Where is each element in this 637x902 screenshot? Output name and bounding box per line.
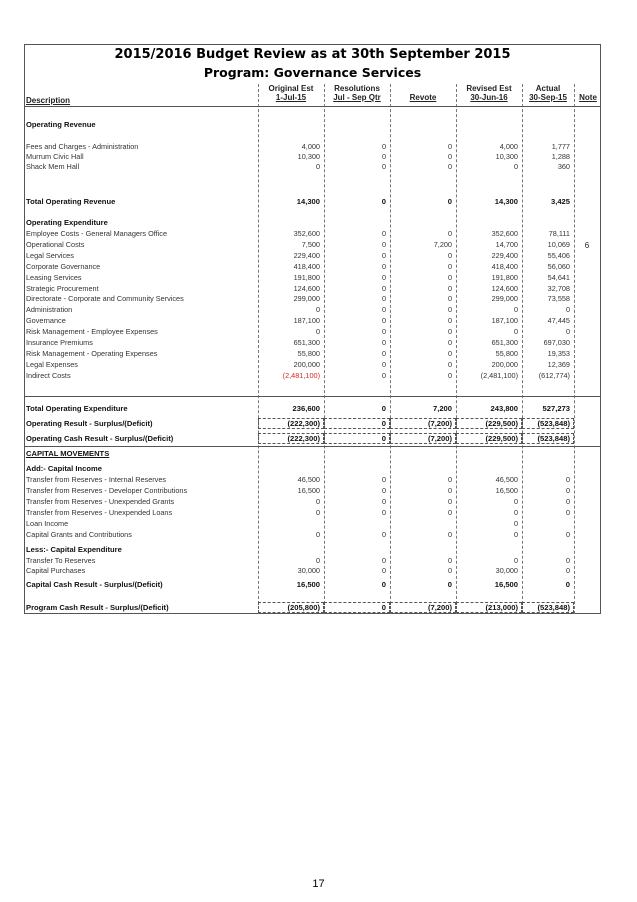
col-divider (574, 84, 575, 614)
table-row: Directorate - Corporate and Community Services 299,000 0 0 299,000 73,558 (26, 294, 570, 304)
table-row: Loan Income 0 (26, 518, 518, 528)
total-operating-revenue-row: Total Operating Revenue 14,300 0 0 14,300 3,425 (26, 197, 570, 206)
table-row: Transfer from Reserves - Unexpended Loans 0 0 0 0 0 (26, 507, 570, 517)
total-operating-expenditure-row: Total Operating Expenditure 236,600 0 7,200 243,800 527,273 (26, 404, 570, 413)
section-heading: Operating Revenue (26, 120, 96, 129)
table-row: Transfer To Reserves 0 0 0 0 0 (26, 556, 570, 565)
table-row: Insurance Premiums 651,300 0 0 651,300 697,030 (26, 338, 570, 347)
table-row: Legal Expenses 200,000 0 0 200,000 12,369 (26, 359, 570, 369)
table-row: Shack Mem Hall 0 0 0 0 360 (26, 162, 570, 171)
program-title: Program: Governance Services (203, 65, 422, 80)
table-row: Transfer from Reserves - Developer Contributions 16,500 0 0 16,500 0 (26, 485, 570, 495)
header-resolutions: Resolutions Jul - Sep Qtr (333, 84, 381, 102)
table-row: Leasing Services 191,800 0 0 191,800 54,641 (26, 272, 570, 282)
title-block (24, 46, 601, 82)
section-heading: Less:- Capital Expenditure (26, 545, 122, 554)
section-heading: CAPITAL MOVEMENTS (26, 449, 110, 458)
table-row: Administration 0 0 0 0 0 (26, 305, 570, 315)
section-heading: Operating Expenditure (26, 218, 108, 227)
table-row: Murrum Civic Hall 10,300 0 0 10,300 1,288 (26, 152, 570, 161)
table-row: Strategic Procurement 124,600 0 0 124,600 32,708 (26, 283, 570, 293)
section-heading: Add:- Capital Income (26, 464, 102, 473)
header-description: Description (26, 96, 71, 105)
operating-cash-result-row: Operating Cash Result - Surplus/(Deficit) (222,300) 0 (7,200) (229,500) (523,848) (26, 434, 570, 443)
section-rule (24, 446, 601, 447)
header-rule (24, 106, 601, 107)
header-revised-est: Revised Est 30-Jun-16 (466, 84, 512, 102)
table-row: Transfer from Reserves - Unexpended Grants 0 0 0 0 0 (26, 496, 570, 506)
note-reference: 6 (584, 240, 590, 250)
table-row: Governance 187,100 0 0 187,100 47,445 (26, 316, 570, 326)
header-note: Note (579, 93, 597, 102)
capital-cash-result-row: Capital Cash Result - Surplus/(Deficit) 16,500 0 0 16,500 0 (26, 580, 570, 589)
table-row: Legal Services 229,400 0 0 229,400 55,406 (26, 250, 570, 260)
table-row: Fees and Charges - Administration 4,000 0 0 4,000 1,777 (26, 142, 570, 151)
header-actual: Actual 30-Sep-15 (529, 84, 567, 102)
section-rule (24, 396, 601, 397)
table-row: Transfer from Reserves - Internal Reserves 46,500 0 0 46,500 0 (26, 475, 570, 484)
table-row: Indirect Costs (2,481,100) 0 0 (2,481,100) (612,774) (26, 370, 570, 380)
table-row: Risk Management - Employee Expenses 0 0 0 0 0 (26, 327, 570, 337)
header-revote: Revote (409, 93, 437, 102)
program-cash-result-row: Program Cash Result - Surplus/(Deficit) (205,800) 0 (7,200) (213,000) (523,848) (26, 603, 570, 612)
operating-result-row: Operating Result - Surplus/(Deficit) (222,300) 0 (7,200) (229,500) (523,848) (26, 419, 570, 428)
table-row: Corporate Governance 418,400 0 0 418,400 56,060 (26, 261, 570, 271)
table-row: Capital Purchases 30,000 0 0 30,000 0 (26, 566, 570, 575)
table-row: Employee Costs - General Managers Office 352,600 0 0 352,600 78,111 (26, 229, 570, 238)
table-row: Capital Grants and Contributions 0 0 0 0 0 (26, 529, 570, 539)
report-title: 2015/2016 Budget Review as at 30th September 2015 (114, 47, 511, 62)
table-row: Risk Management - Operating Expenses 55,800 0 0 55,800 19,353 (26, 348, 570, 358)
header-original-est: Original Est 1-Jul-15 (268, 84, 314, 102)
table-row: Operational Costs 7,500 0 7,200 14,700 10,069 (26, 239, 570, 249)
page-number: 17 (312, 878, 325, 890)
